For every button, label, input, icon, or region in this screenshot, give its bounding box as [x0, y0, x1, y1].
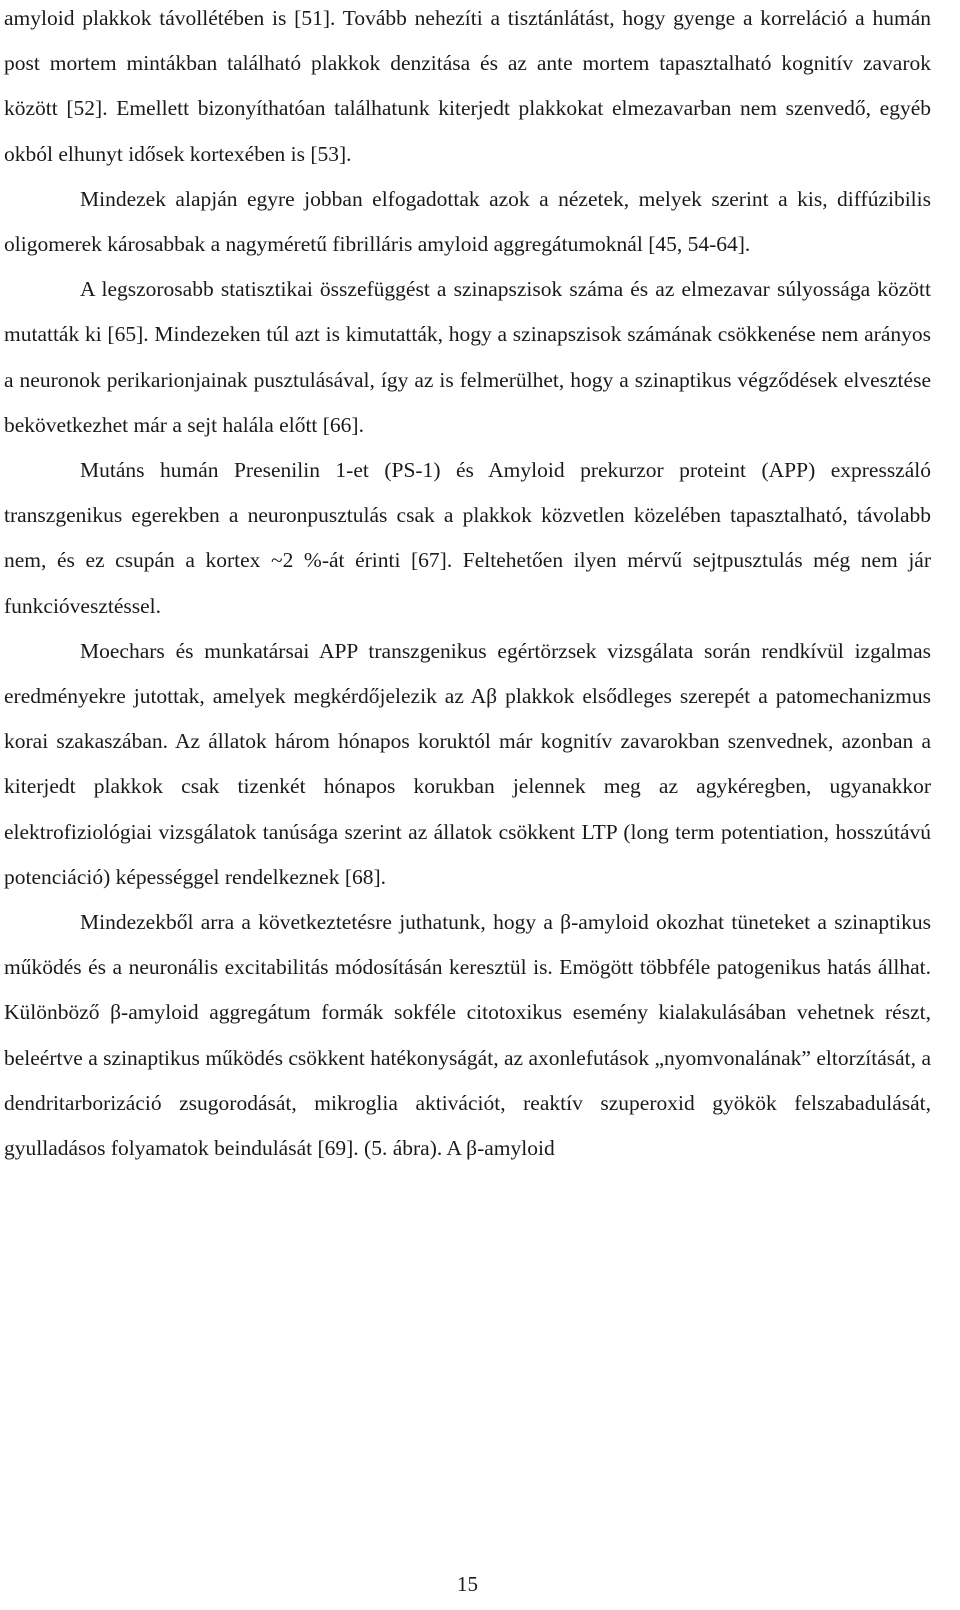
paragraph-synapses: A legszorosabb statisztikai összefüggést a szinapszisok száma és az elmezavar súlyossága között mutatták ki [65]. Mindezeken túl azt is kimutatták, hogy a szinapszisok számának csökkenése nem arányos a neuronok perikarionjainak pusztulásával, így az is felmerülhet, hogy a szinaptikus végződések elvesztése bekövetkezhet már a sejt halála előtt [66].: [4, 277, 931, 437]
paragraph-conclusion: Mindezekből arra a következtetésre juthatunk, hogy a β-amyloid okozhat tüneteket a szinaptikus működés és a neuronális excitabilitás módosításán keresztül is. Emögött többféle patogenikus hatás állhat. Különböző β-amyloid aggregátum formák sokféle citotoxikus esemény kialakulásában vehetnek részt, beleértve a szinaptikus működés csökkent hatékonyságát, az axonlefutások „nyomvonalának” eltorzítását, a dendritarborizáció zsugorodását, mikroglia aktivációt, reaktív szuperoxid gyökök felszabadulását, gyulladásos folyamatok beindulását [69]. (5. ábra). A β-amyloid: [4, 910, 931, 1161]
body-text: [4, 0, 931, 1171]
paragraph-moechars: Moechars és munkatársai APP transzgenikus egértörzsek vizsgálata során rendkívül izgalmas eredményekre jutottak, amelyek megkérdőjelezik az Aβ plakkok elsődleges szerepét a patomechanizmus korai szakaszában. Az állatok három hónapos koruktól már kognitív zavarokban szenvednek, azonban a kiterjedt plakkok csak tizenkét hónapos korukban jelennek meg az agykéregben, ugyanakkor elektrofiziológiai vizsgálatok tanúsága szerint az állatok csökkent LTP (long term potentiation, hosszútávú potenciáció) képességgel rendelkeznek [68].: [4, 638, 931, 889]
page-number: 15: [457, 1572, 478, 1596]
paragraph-transgenic-mice: Mutáns humán Presenilin 1-et (PS-1) és Amyloid prekurzor proteint (APP) expresszáló transzgenikus egerekben a neuronpusztulás csak a plakkok közvetlen közelében tapasztalható, távolabb nem, és ez csupán a kortex ~2 %-át érinti [67]. Feltehetően ilyen mérvű sejtpusztulás még nem jár funkcióvesztéssel.: [4, 458, 931, 618]
paragraph-oligomers: Mindezek alapján egyre jobban elfogadottak azok a nézetek, melyek szerint a kis, diffúzibilis oligomerek károsabbak a nagyméretű fibrilláris amyloid aggregátumoknál [45, 54-64].: [4, 186, 931, 257]
paragraph-continuation: amyloid plakkok távollétében is [51]. Tovább nehezíti a tisztánlátást, hogy gyenge a korreláció a humán post mortem mintákban található plakkok denzitása és az ante mortem tapasztalható kognitív zavarok között [52]. Emellett bizonyíthatóan találhatunk kiterjedt plakkokat elmezavarban nem szenvedő, egyéb okból elhunyt idősek kortexében is [53].: [4, 6, 931, 166]
